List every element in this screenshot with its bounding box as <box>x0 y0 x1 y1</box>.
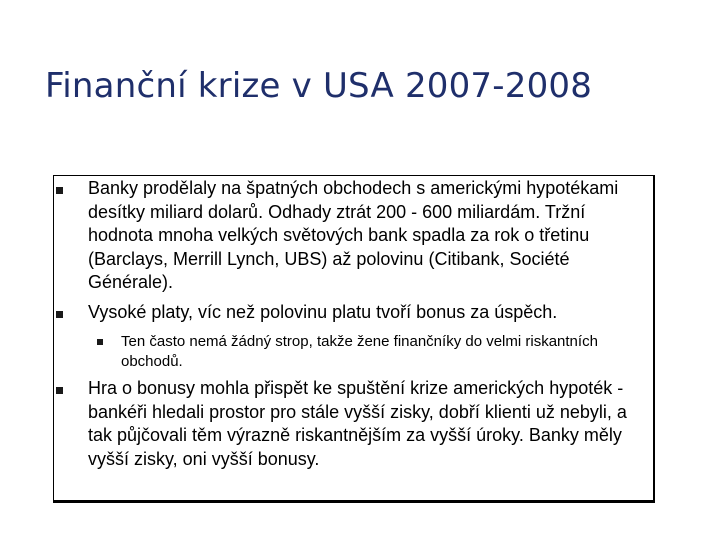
bullet-text: Hra o bonusy mohla přispět ke spuštění krize amerických hypoték - bankéři hledali prostor pro stále vyšší zisky, dobří klienti už nebyli, a tak půjčovali těm výrazně riskantnějším za vyšší úroky. Banky měly vyšší zisky, oni vyšší bonusy. <box>88 378 627 469</box>
slide-title: Finanční krize v USA 2007-2008 <box>45 66 593 106</box>
bullet-text: Vysoké platy, víc než polovinu platu tvoří bonus za úspěch. <box>88 302 558 322</box>
sub-bullet-marker-icon <box>97 339 103 345</box>
bullet-marker-icon <box>56 311 63 318</box>
sub-bullet-text: Ten často nemá žádný strop, takže žene finančníky do velmi riskantních obchodů. <box>121 333 598 370</box>
bullet-marker-icon <box>56 387 63 394</box>
bullet-text: Banky prodělaly na špatných obchodech s americkými hypotékami desítky miliard dolarů. Odhady ztrát 200 - 600 miliardám. Tržní hodnota mnoha velkých světových bank spadla za rok o třetinu (Barclays, Merrill Lynch, UBS) až polovinu (Citibank, Société Générale). <box>88 178 619 292</box>
bullet-marker-icon <box>56 187 63 194</box>
